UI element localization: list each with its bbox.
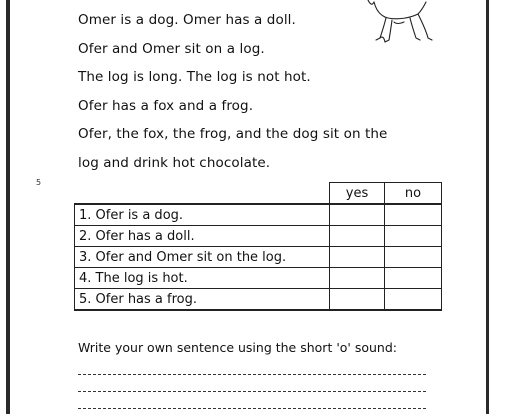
table-row <box>75 204 442 226</box>
writing-line[interactable] <box>78 374 426 375</box>
comprehension-table <box>74 182 442 311</box>
story-line: Omer is a dog. Omer has a doll. <box>78 12 296 28</box>
dog-icon <box>364 0 434 46</box>
table-row <box>75 289 442 311</box>
answer-no-box[interactable] <box>385 204 442 226</box>
answer-yes-box[interactable] <box>330 204 385 226</box>
table-row <box>75 226 442 247</box>
question-text: 3. Ofer and Omer sit on the log. <box>75 247 330 268</box>
column-header-yes: yes <box>330 183 385 205</box>
story-line: Ofer has a fox and a frog. <box>78 97 254 114</box>
page-border-right <box>486 0 489 414</box>
column-header-no: no <box>385 183 442 205</box>
story-line: log and drink hot chocolate. <box>78 154 271 171</box>
writing-line[interactable] <box>78 391 426 392</box>
story-line: Ofer, the fox, the frog, and the dog sit on the <box>78 126 388 143</box>
table-row <box>75 268 442 289</box>
answer-yes-box[interactable] <box>330 226 385 247</box>
story-line: Ofer and Omer sit on a log. <box>78 40 265 57</box>
page-number: 5 <box>36 178 42 187</box>
answer-yes-box[interactable] <box>330 247 385 268</box>
question-text: 4. The log is hot. <box>75 268 330 289</box>
answer-no-box[interactable] <box>385 289 442 311</box>
answer-no-box[interactable] <box>385 247 442 268</box>
story-line: The log is long. The log is not hot. <box>78 69 311 86</box>
answer-no-box[interactable] <box>385 268 442 289</box>
question-text: 2. Ofer has a doll. <box>75 226 330 247</box>
answer-yes-box[interactable] <box>330 268 385 289</box>
question-text: 1. Ofer is a dog. <box>75 204 330 226</box>
writing-line[interactable] <box>78 408 426 409</box>
table-corner <box>75 183 330 205</box>
answer-yes-box[interactable] <box>330 289 385 311</box>
page-border-left <box>6 0 10 414</box>
table-header-row <box>75 183 442 205</box>
question-text: 5. Ofer has a frog. <box>75 289 330 311</box>
writing-prompt: Write your own sentence using the short 'o' sound: <box>78 340 397 355</box>
table-row <box>75 247 442 268</box>
answer-no-box[interactable] <box>385 226 442 247</box>
